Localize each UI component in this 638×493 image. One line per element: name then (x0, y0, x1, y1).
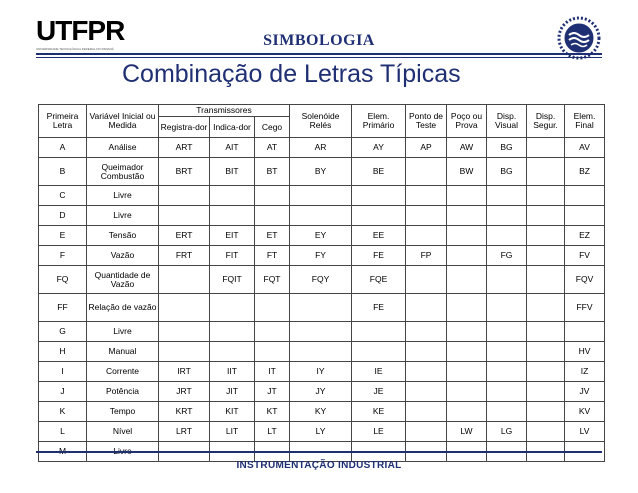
table-cell-sol: KY (290, 402, 352, 422)
table-row (39, 382, 605, 402)
table-cell-final: HV (565, 342, 605, 362)
table-cell-elem (352, 206, 406, 226)
header-elem-primario: Elem. Primário (352, 105, 406, 138)
table-cell-visual (487, 294, 527, 322)
table-cell-elem: IE (352, 362, 406, 382)
header-ponto-teste: Ponto de Teste (406, 105, 447, 138)
table-cell-segur (527, 402, 565, 422)
table-cell-ponto (406, 322, 447, 342)
table-cell-poco (447, 342, 487, 362)
table-cell-ind: FIT (210, 246, 255, 266)
table-cell-cego (255, 186, 290, 206)
table-cell-poco (447, 362, 487, 382)
table-cell-cego: BT (255, 158, 290, 186)
table-cell-ponto (406, 206, 447, 226)
table-cell-sol (290, 342, 352, 362)
table-row (39, 362, 605, 382)
table-cell-cego: LT (255, 422, 290, 442)
table-cell-poco (447, 186, 487, 206)
table-cell-elem (352, 186, 406, 206)
table-row (39, 138, 605, 158)
header-disp-segur: Disp. Segur. (527, 105, 565, 138)
table-cell-segur (527, 294, 565, 322)
table-cell-variavel: Manual (87, 342, 159, 362)
table-cell-ind (210, 186, 255, 206)
table-cell-segur (527, 206, 565, 226)
table-cell-visual (487, 186, 527, 206)
table-cell-sol: BY (290, 158, 352, 186)
table-cell-ponto (406, 294, 447, 322)
table-row (39, 342, 605, 362)
table-cell-ind: JIT (210, 382, 255, 402)
letter-combination-table (38, 104, 605, 462)
table-cell-elem: KE (352, 402, 406, 422)
table-cell-poco: AW (447, 138, 487, 158)
table-cell-cego: JT (255, 382, 290, 402)
table-cell-sol: AR (290, 138, 352, 158)
table-cell-visual: LG (487, 422, 527, 442)
table-cell-visual (487, 226, 527, 246)
table-cell-sol (290, 294, 352, 322)
table-cell-sol: LY (290, 422, 352, 442)
table-cell-letra: C (39, 186, 87, 206)
table-cell-letra: I (39, 362, 87, 382)
table-cell-ind: LIT (210, 422, 255, 442)
table-cell-segur (527, 158, 565, 186)
header-primeira-letra: Primeira Letra (39, 105, 87, 138)
table-row (39, 246, 605, 266)
table-cell-ponto (406, 402, 447, 422)
table-cell-poco (447, 382, 487, 402)
table-cell-segur (527, 382, 565, 402)
table-cell-letra: G (39, 322, 87, 342)
table-cell-variavel: Tensão (87, 226, 159, 246)
table-cell-segur (527, 186, 565, 206)
table-row (39, 266, 605, 294)
table-cell-cego: IT (255, 362, 290, 382)
table-row (39, 294, 605, 322)
table-cell-variavel: Vazão (87, 246, 159, 266)
table-cell-variavel: Livre (87, 186, 159, 206)
table-cell-reg (159, 186, 210, 206)
table-cell-elem: JE (352, 382, 406, 402)
table-cell-reg: FRT (159, 246, 210, 266)
table-cell-sol (290, 186, 352, 206)
table-cell-ind: EIT (210, 226, 255, 246)
table-cell-final: EZ (565, 226, 605, 246)
table-cell-letra: B (39, 158, 87, 186)
table-cell-ind: BIT (210, 158, 255, 186)
table-cell-final: LV (565, 422, 605, 442)
table-cell-variavel: Relação de vazão (87, 294, 159, 322)
table-cell-ind: FQIT (210, 266, 255, 294)
table-cell-variavel: Quantidade de Vazão (87, 266, 159, 294)
table-cell-visual (487, 266, 527, 294)
footer-divider (36, 451, 602, 453)
table-cell-variavel: Livre (87, 206, 159, 226)
table-cell-cego (255, 294, 290, 322)
table-cell-ind: AIT (210, 138, 255, 158)
table-cell-final: IZ (565, 362, 605, 382)
table-cell-segur (527, 226, 565, 246)
table-cell-poco (447, 322, 487, 342)
table-cell-segur (527, 138, 565, 158)
header-elem-final: Elem. Final (565, 105, 605, 138)
table-cell-cego (255, 322, 290, 342)
slide-title: Combinação de Letras Típicas (122, 60, 461, 88)
table-cell-ponto (406, 422, 447, 442)
table-cell-poco: BW (447, 158, 487, 186)
table-cell-reg (159, 206, 210, 226)
table-cell-reg: KRT (159, 402, 210, 422)
table-cell-ponto (406, 382, 447, 402)
table-cell-ind (210, 294, 255, 322)
table-cell-letra: J (39, 382, 87, 402)
table-cell-cego: ET (255, 226, 290, 246)
table-cell-ind: IIT (210, 362, 255, 382)
table-cell-segur (527, 342, 565, 362)
table-row (39, 158, 605, 186)
table-cell-sol: FQY (290, 266, 352, 294)
table-cell-letra: A (39, 138, 87, 158)
table-row (39, 402, 605, 422)
table-cell-poco (447, 246, 487, 266)
header-variavel: Variável Inicial ou Medida (87, 105, 159, 138)
table-cell-letra: E (39, 226, 87, 246)
table-cell-elem: FQE (352, 266, 406, 294)
table-cell-final: FV (565, 246, 605, 266)
table-cell-elem: FE (352, 246, 406, 266)
header-solenoide: Solenóide Relés (290, 105, 352, 138)
header-registrador: Registra-dor (159, 117, 210, 138)
table-cell-ind: KIT (210, 402, 255, 422)
table-cell-visual: BG (487, 138, 527, 158)
table-cell-sol: EY (290, 226, 352, 246)
table-cell-ponto (406, 362, 447, 382)
table-cell-elem: EE (352, 226, 406, 246)
table-cell-elem: LE (352, 422, 406, 442)
table-cell-final (565, 206, 605, 226)
table-cell-sol: FY (290, 246, 352, 266)
table-cell-ponto: AP (406, 138, 447, 158)
table-cell-ponto: FP (406, 246, 447, 266)
table-cell-letra: H (39, 342, 87, 362)
table-cell-sol: IY (290, 362, 352, 382)
table-cell-visual (487, 402, 527, 422)
table-cell-final: KV (565, 402, 605, 422)
table-cell-reg: BRT (159, 158, 210, 186)
table-cell-reg (159, 342, 210, 362)
table-cell-visual (487, 206, 527, 226)
header-divider-thin (36, 57, 602, 58)
table-cell-letra: FQ (39, 266, 87, 294)
table-cell-poco (447, 294, 487, 322)
logo-text: UTFPR (36, 15, 125, 46)
header-transmissores: Transmissores (159, 105, 290, 117)
table-cell-final (565, 186, 605, 206)
header-poco-prova: Poço ou Prova (447, 105, 487, 138)
header-divider (36, 53, 602, 55)
table-row (39, 206, 605, 226)
table-cell-segur (527, 246, 565, 266)
table-cell-ponto (406, 342, 447, 362)
table-cell-segur (527, 422, 565, 442)
table-cell-elem (352, 322, 406, 342)
table-cell-elem: FE (352, 294, 406, 322)
header-disp-visual: Disp. Visual (487, 105, 527, 138)
table-cell-variavel: Livre (87, 322, 159, 342)
table-cell-cego: AT (255, 138, 290, 158)
table-cell-final: FFV (565, 294, 605, 322)
table-cell-reg: JRT (159, 382, 210, 402)
table-cell-sol (290, 322, 352, 342)
table-cell-visual (487, 382, 527, 402)
table-cell-reg: ERT (159, 226, 210, 246)
table-cell-variavel: Nível (87, 422, 159, 442)
header-title: SIMBOLOGIA (263, 32, 375, 49)
table-cell-visual (487, 362, 527, 382)
table-cell-poco: LW (447, 422, 487, 442)
table-cell-segur (527, 322, 565, 342)
table-cell-variavel: Queimador Combustão (87, 158, 159, 186)
table-cell-visual (487, 342, 527, 362)
table-cell-letra: L (39, 422, 87, 442)
table-cell-cego: FQT (255, 266, 290, 294)
table-cell-final (565, 322, 605, 342)
table-cell-poco (447, 402, 487, 422)
table-cell-ponto (406, 266, 447, 294)
table-cell-segur (527, 362, 565, 382)
table-cell-elem (352, 342, 406, 362)
table-cell-final: JV (565, 382, 605, 402)
table-cell-elem: AY (352, 138, 406, 158)
table-row (39, 186, 605, 206)
table-cell-final: FQV (565, 266, 605, 294)
table-row (39, 322, 605, 342)
footer-text: INSTRUMENTAÇÃO INDUSTRIAL (236, 460, 402, 471)
logo-subtitle: UNIVERSIDADE TECNOLÓGICA FEDERAL DO PARANÁ (36, 47, 114, 51)
table-cell-ponto (406, 158, 447, 186)
table-cell-reg (159, 266, 210, 294)
table-cell-cego (255, 342, 290, 362)
table-row (39, 226, 605, 246)
table-cell-ponto (406, 226, 447, 246)
table-cell-elem: BE (352, 158, 406, 186)
table-cell-final: AV (565, 138, 605, 158)
table-cell-poco (447, 266, 487, 294)
table-cell-poco (447, 226, 487, 246)
table-cell-reg (159, 294, 210, 322)
table-cell-reg: ART (159, 138, 210, 158)
table-cell-variavel: Corrente (87, 362, 159, 382)
table-cell-reg: LRT (159, 422, 210, 442)
table-cell-ind (210, 206, 255, 226)
table-cell-cego: KT (255, 402, 290, 422)
table-cell-visual (487, 322, 527, 342)
header-cego: Cego (255, 117, 290, 138)
table-row (39, 422, 605, 442)
table-cell-letra: K (39, 402, 87, 422)
table-cell-poco (447, 206, 487, 226)
table-cell-variavel: Análise (87, 138, 159, 158)
table-cell-segur (527, 266, 565, 294)
table-cell-cego: FT (255, 246, 290, 266)
table-cell-letra: F (39, 246, 87, 266)
table-cell-sol (290, 206, 352, 226)
table-cell-variavel: Potência (87, 382, 159, 402)
table-cell-reg: IRT (159, 362, 210, 382)
table-cell-letra: FF (39, 294, 87, 322)
table-cell-ind (210, 322, 255, 342)
table-cell-cego (255, 206, 290, 226)
table-cell-reg (159, 322, 210, 342)
table-cell-final: BZ (565, 158, 605, 186)
header-indicador: Indica-dor (210, 117, 255, 138)
table-cell-visual: FG (487, 246, 527, 266)
table-cell-sol: JY (290, 382, 352, 402)
table-cell-ind (210, 342, 255, 362)
table-cell-letra: D (39, 206, 87, 226)
table-cell-ponto (406, 186, 447, 206)
table-cell-visual: BG (487, 158, 527, 186)
table-cell-variavel: Tempo (87, 402, 159, 422)
